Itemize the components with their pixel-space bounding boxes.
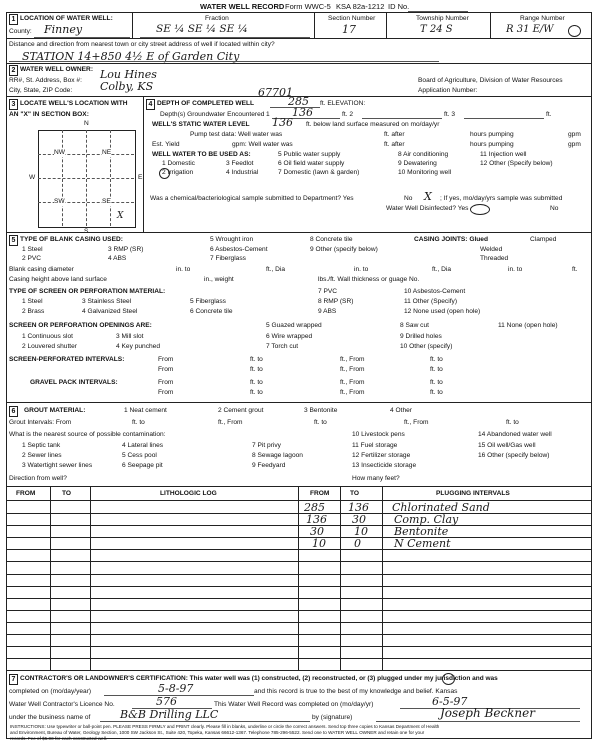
instructions-line-2: and Environment, Bureau of Water, Geology Section, 1000 SW Jackson St., Suite 420, Topeka, Kansas 66612-1367. Telephone 785-296-5522. Send one to WATER WELL OWNER and retain one for your — [10, 730, 425, 735]
source-1[interactable]: 1 Septic tank — [22, 442, 61, 449]
township-value[interactable]: T 24 S — [420, 24, 453, 35]
quad-se: SE — [102, 198, 111, 205]
locate-label-2: AN "X" IN SECTION BOX: — [9, 111, 89, 118]
grout-label: GROUT MATERIAL: — [24, 407, 86, 414]
screen-intervals-label: SCREEN-PERFORATED INTERVALS: — [9, 356, 125, 363]
use-label: WELL WATER TO BE USED AS: — [152, 151, 251, 158]
plug-to-header: TO — [350, 490, 360, 497]
completed-label: completed on (mo/day/year) — [9, 688, 92, 695]
source-10[interactable]: 10 Livestock pens — [352, 431, 405, 438]
litho-header: LITHOLOGIC LOG — [160, 490, 217, 497]
static-value[interactable]: 136 — [272, 116, 293, 129]
sample-label: Was a chemical/bacteriological sample submitted to Department? Yes — [150, 195, 354, 202]
open-10[interactable]: 10 Other (specify) — [400, 343, 453, 350]
screen-2[interactable]: 2 Brass — [22, 308, 45, 315]
source-3[interactable]: 3 Watertight sewer lines — [22, 462, 93, 469]
screen-10[interactable]: 10 Asbestos-Cement — [404, 288, 466, 295]
plug-row-2-to[interactable]: 30 — [352, 513, 366, 526]
plug-from-header: FROM — [310, 490, 330, 497]
diameter-ft-dia: ft., Dia — [266, 266, 286, 273]
gravel-intervals-label: GRAVEL PACK INTERVALS: — [30, 379, 118, 386]
source-5[interactable]: 5 Cess pool — [122, 452, 157, 459]
plugged-circle — [442, 673, 455, 685]
source-11[interactable]: 11 Fuel storage — [352, 442, 398, 449]
grout-to-3: ft. to — [506, 419, 519, 426]
diameter-in-to: in. to — [176, 266, 191, 273]
casing-4[interactable]: 4 ABS — [108, 255, 127, 262]
city-value[interactable]: Colby, KS — [100, 80, 154, 93]
signature-label: by (signature) — [312, 714, 353, 721]
instructions-line-3: records. Fee of $5.00 for each constructed well. — [10, 736, 108, 741]
spi-to-1: ft. to — [250, 356, 263, 363]
yield-after: ft. after — [384, 141, 405, 148]
use-1[interactable]: 1 Domestic — [162, 160, 195, 167]
fraction-label: Fraction — [205, 15, 229, 22]
screen-7[interactable]: 7 PVC — [318, 288, 338, 295]
gpi-to-2b: ft. to — [430, 389, 443, 396]
screen-1[interactable]: 1 Steel — [22, 298, 43, 305]
record2-date[interactable]: 6-5-97 — [432, 695, 468, 708]
instructions-line-1: INSTRUCTIONS: Use typewriter or ball-point pen. PLEASE PRESS FIRMLY and PRINT clearly. Please fill in blanks, underline or circle the correct answers. Send top three copies to Kansas Department of Health — [10, 724, 440, 729]
grout-2[interactable]: 2 Cement grout — [218, 407, 264, 414]
open-2[interactable]: 2 Louvered shutter — [22, 343, 77, 350]
form-number: Form WWC-5 — [285, 2, 331, 11]
gpi-to-1b: ft. to — [430, 379, 443, 386]
casing-5[interactable]: 5 Wrought iron — [210, 236, 254, 243]
log-from-header: FROM — [16, 490, 36, 497]
certification-text: CONTRACTOR'S OR LANDOWNER'S CERTIFICATION: This water well was (1) constructed, (2) reconstructed, or (3) plugged under my jurisdiction and was — [20, 675, 498, 682]
quad-ne: NE — [102, 149, 112, 156]
screen-9[interactable]: 9 ABS — [318, 308, 337, 315]
plug-row-4-from[interactable]: 10 — [312, 537, 326, 550]
owner-value[interactable]: Lou Hines — [100, 68, 157, 81]
sample-tail: ; If yes, mo/day/yrs sample was submitted — [440, 195, 563, 202]
use-8[interactable]: 8 Air conditioning — [398, 151, 449, 158]
open-6[interactable]: 6 Wire wrapped — [266, 333, 313, 340]
owner-label: WATER WELL OWNER: — [20, 66, 94, 73]
elevation-label: ft. ELEVATION: — [320, 100, 366, 107]
joints-threaded[interactable]: Threaded — [480, 255, 509, 262]
screen-label: TYPE OF SCREEN OR PERFORATION MATERIAL: — [9, 288, 166, 295]
diameter-in-to-3: in. to — [508, 266, 523, 273]
screen-3[interactable]: 3 Stainless Steel — [82, 298, 132, 305]
open-7[interactable]: 7 Torch cut — [266, 343, 299, 350]
plug-row-3-from[interactable]: 30 — [310, 525, 324, 538]
section-1-number: 1 — [9, 14, 18, 25]
record2-text: This Water Well Record was completed on (mo/day/yr) — [214, 701, 374, 708]
screen-12[interactable]: 12 None used (open hole) — [404, 308, 481, 315]
open-11[interactable]: 11 None (open hole) — [498, 322, 558, 329]
county-label: County: — [9, 28, 32, 35]
grout-from-2: ft., From — [218, 419, 243, 426]
height-lbs: lbs./ft. Wall thickness or guage No. — [318, 276, 420, 283]
sample-no: No — [404, 195, 413, 202]
plug-row-1-from[interactable]: 285 — [304, 501, 325, 514]
spi-from-2b: ft., From — [340, 366, 365, 373]
yield-label: Est. Yield — [152, 141, 180, 148]
grout-3[interactable]: 3 Bentonite — [304, 407, 338, 414]
use-2-circle — [159, 168, 170, 179]
feet-label: How many feet? — [352, 475, 400, 482]
casing-6[interactable]: 6 Asbestos-Cement — [210, 246, 268, 253]
gw-ft3: ft. 3 — [444, 111, 455, 118]
casing-9[interactable]: 9 Other (specify below) — [310, 246, 378, 253]
plug-row-4-desc[interactable]: N Cement — [394, 537, 451, 550]
plug-row-3-desc[interactable]: Bentonite — [394, 525, 449, 538]
static-tail: ft. below land surface measured on mo/day/yr — [306, 121, 440, 128]
source-16[interactable]: 16 Other (specify below) — [478, 452, 550, 459]
gw-label: Depth(s) Groundwater Encountered — [160, 111, 265, 118]
spi-from-1b: ft., From — [340, 356, 365, 363]
gpi-from-1: From — [158, 379, 174, 386]
use-3[interactable]: 3 Feedlot — [226, 160, 254, 167]
pump-hours: hours pumping — [470, 131, 514, 138]
source-9[interactable]: 9 Feedyard — [252, 462, 286, 469]
joints-label: CASING JOINTS: Glued — [414, 236, 489, 243]
plug-row-4-to[interactable]: 0 — [354, 537, 361, 550]
record-text: and this record is true to the best of my knowledge and belief. Kansas — [254, 688, 458, 695]
gw-ft-end: ft. — [546, 111, 552, 118]
screen-4[interactable]: 4 Galvanized Steel — [82, 308, 138, 315]
fraction-value[interactable]: SE ¼ SE ¼ SE ¼ — [156, 23, 248, 35]
contamination-label: What is the nearest source of possible contamination: — [9, 431, 166, 438]
license-label: Water Well Contractor's Licence No. — [9, 701, 115, 708]
plug-row-1-to[interactable]: 136 — [348, 501, 369, 514]
use-9[interactable]: 9 Dewatering — [398, 160, 437, 167]
open-1[interactable]: 1 Continuous slot — [22, 333, 73, 340]
range-label: Range Number — [520, 15, 565, 22]
screen-5[interactable]: 5 Fiberglass — [190, 298, 226, 305]
rr-label: RR#, St. Address, Box #: — [9, 77, 82, 84]
yield-tail: gpm: Well water was — [232, 141, 293, 148]
use-2[interactable]: 2 Irrigation — [162, 169, 194, 176]
county-value[interactable]: Finney — [44, 23, 83, 36]
static-label: WELL'S STATIC WATER LEVEL — [152, 121, 250, 128]
casing-label: TYPE OF BLANK CASING USED: — [20, 236, 123, 243]
section-7-number: 7 — [9, 674, 18, 685]
grout-to-2: ft. to — [314, 419, 327, 426]
source-14[interactable]: 14 Abandoned water well — [478, 431, 552, 438]
gpi-from-2: From — [158, 389, 174, 396]
id-label: ID No. — [388, 2, 410, 11]
diameter-in-to-2: in. to — [354, 266, 369, 273]
distance-value[interactable]: STATION 14+850 4½ E of Garden City — [22, 50, 240, 63]
yield-hours: hours pumping — [470, 141, 514, 148]
disinfected-no: No — [550, 205, 559, 212]
business-label: under the business name of — [9, 714, 91, 721]
section-3-number: 3 — [9, 99, 18, 110]
spi-from-1: From — [158, 356, 174, 363]
use-11[interactable]: 11 Injection well — [480, 151, 527, 158]
height-weight: in., weight — [204, 276, 234, 283]
source-7[interactable]: 7 Pit privy — [252, 442, 281, 449]
application-label: Application Number: — [418, 87, 478, 94]
grout-1[interactable]: 1 Neat cement — [124, 407, 167, 414]
source-4[interactable]: 4 Lateral lines — [122, 442, 164, 449]
quad-sw: SW — [54, 198, 65, 205]
use-5[interactable]: 5 Public water supply — [278, 151, 341, 158]
disinfected-label: Water Well Disinfected? Yes — [386, 205, 469, 212]
yield-gpm: gpm — [568, 141, 581, 148]
compass-s: S — [84, 228, 89, 235]
disinfected-yes-circle — [470, 204, 490, 215]
grout-to-1: ft. to — [132, 419, 145, 426]
plug-row-1-desc[interactable]: Chlorinated Sand — [392, 501, 490, 514]
business-name[interactable]: B&B Drilling LLC — [120, 708, 219, 721]
location-label: LOCATION OF WATER WELL: — [20, 15, 113, 22]
spi-to-1b: ft. to — [430, 356, 443, 363]
open-4[interactable]: 4 Key punched — [116, 343, 160, 350]
casing-2[interactable]: 2 PVC — [22, 255, 42, 262]
gw-1: 1 — [266, 111, 270, 118]
spi-to-2b: ft. to — [430, 366, 443, 373]
open-9[interactable]: 9 Drilled holes — [400, 333, 442, 340]
plug-intervals-header: PLUGGING INTERVALS — [436, 490, 510, 497]
use-12[interactable]: 12 Other (Specify below) — [480, 160, 553, 167]
well-location-x[interactable]: X — [117, 211, 124, 221]
ksa-ref: KSA 82a-1212 — [336, 2, 385, 11]
city-label: City, State, ZIP Code: — [9, 87, 73, 94]
range-e-circle — [568, 25, 581, 37]
depth-label: DEPTH OF COMPLETED WELL — [157, 100, 255, 107]
plug-row-2-from[interactable]: 136 — [306, 513, 327, 526]
depth-value[interactable]: 285 — [288, 95, 309, 108]
openings-label: SCREEN OR PERFORATION OPENINGS ARE: — [9, 322, 152, 329]
section-5-number: 5 — [9, 235, 18, 246]
grout-4[interactable]: 4 Other — [390, 407, 412, 414]
compass-n: N — [84, 120, 89, 127]
casing-3[interactable]: 3 RMP (SR) — [108, 246, 144, 253]
direction-label: Direction from well? — [9, 475, 67, 482]
township-label: Township Number — [416, 15, 469, 22]
diameter-ft: ft. — [572, 266, 578, 273]
open-8[interactable]: 8 Saw cut — [400, 322, 429, 329]
screen-6[interactable]: 6 Concrete tile — [190, 308, 233, 315]
license-number[interactable]: 576 — [156, 695, 177, 708]
casing-7[interactable]: 7 Fiberglass — [210, 255, 246, 262]
sample-x[interactable]: X — [424, 190, 432, 203]
source-2[interactable]: 2 Sewer lines — [22, 452, 62, 459]
screen-11[interactable]: 11 Other (Specify) — [404, 298, 458, 305]
section-label: Section Number — [328, 15, 376, 22]
gpi-from-1b: ft., From — [340, 379, 365, 386]
use-4[interactable]: 4 Industrial — [226, 169, 259, 176]
grout-from-3: ft., From — [404, 419, 429, 426]
casing-8[interactable]: 8 Concrete tile — [310, 236, 353, 243]
gw-value[interactable]: 136 — [292, 106, 313, 119]
pump-gpm: gpm — [568, 131, 581, 138]
spi-from-2: From — [158, 366, 174, 373]
range-value[interactable]: R 31 E/W — [506, 24, 554, 35]
section-6-number: 6 — [9, 406, 18, 417]
diameter-ft-dia-2: ft., Dia — [432, 266, 452, 273]
source-6[interactable]: 6 Seepage pit — [122, 462, 163, 469]
form-title: WATER WELL RECORD — [200, 2, 285, 11]
source-13[interactable]: 13 Insecticide storage — [352, 462, 417, 469]
open-3[interactable]: 3 Mill slot — [116, 333, 144, 340]
grout-intervals: Grout Intervals: From — [9, 419, 72, 426]
gpi-to-1: ft. to — [250, 379, 263, 386]
zip-value[interactable]: 67701 — [258, 86, 293, 99]
compass-e: E — [138, 174, 143, 181]
locate-label: LOCATE WELL'S LOCATION WITH — [20, 100, 128, 107]
source-15[interactable]: 15 Oil well/Gas well — [478, 442, 536, 449]
compass-w: W — [29, 174, 36, 181]
completed-date[interactable]: 5-8-97 — [158, 682, 194, 695]
gw-ft2: ft. 2 — [342, 111, 353, 118]
height-label: Casing height above land surface — [9, 276, 107, 283]
spi-to-2: ft. to — [250, 366, 263, 373]
screen-8[interactable]: 8 RMP (SR) — [318, 298, 354, 305]
casing-1[interactable]: 1 Steel — [22, 246, 43, 253]
plug-row-3-to[interactable]: 10 — [354, 525, 368, 538]
gpi-to-2: ft. to — [250, 389, 263, 396]
joints-welded[interactable]: Welded — [480, 246, 503, 253]
use-10[interactable]: 10 Monitoring well — [398, 169, 452, 176]
joints-clamped[interactable]: Clamped — [530, 236, 557, 243]
section-4-number: 4 — [146, 99, 155, 110]
board-label: Board of Agriculture, Division of Water Resources — [418, 77, 563, 84]
gpi-from-2b: ft., From — [340, 389, 365, 396]
signature[interactable]: Joseph Beckner — [440, 706, 535, 720]
log-to-header: TO — [62, 490, 72, 497]
source-8[interactable]: 8 Sewage lagoon — [252, 452, 303, 459]
section-2-number: 2 — [9, 65, 18, 76]
distance-label: Distance and direction from nearest town or city street address of well if located within city? — [9, 41, 275, 48]
use-7[interactable]: 7 Domestic (lawn & garden) — [278, 169, 360, 176]
open-5[interactable]: 5 Guazed wrapped — [266, 322, 322, 329]
quad-nw: NW — [54, 149, 65, 156]
pump-label: Pump test data: Well water was — [190, 131, 283, 138]
use-6[interactable]: 6 Oil field water supply — [278, 160, 345, 167]
plug-row-2-desc[interactable]: Comp. Clay — [394, 513, 459, 526]
section-value[interactable]: 17 — [342, 23, 356, 36]
pump-after: ft. after — [384, 131, 405, 138]
form-frame — [6, 12, 592, 739]
diameter-label: Blank casing diameter — [9, 266, 74, 273]
source-12[interactable]: 12 Fertilizer storage — [352, 452, 411, 459]
